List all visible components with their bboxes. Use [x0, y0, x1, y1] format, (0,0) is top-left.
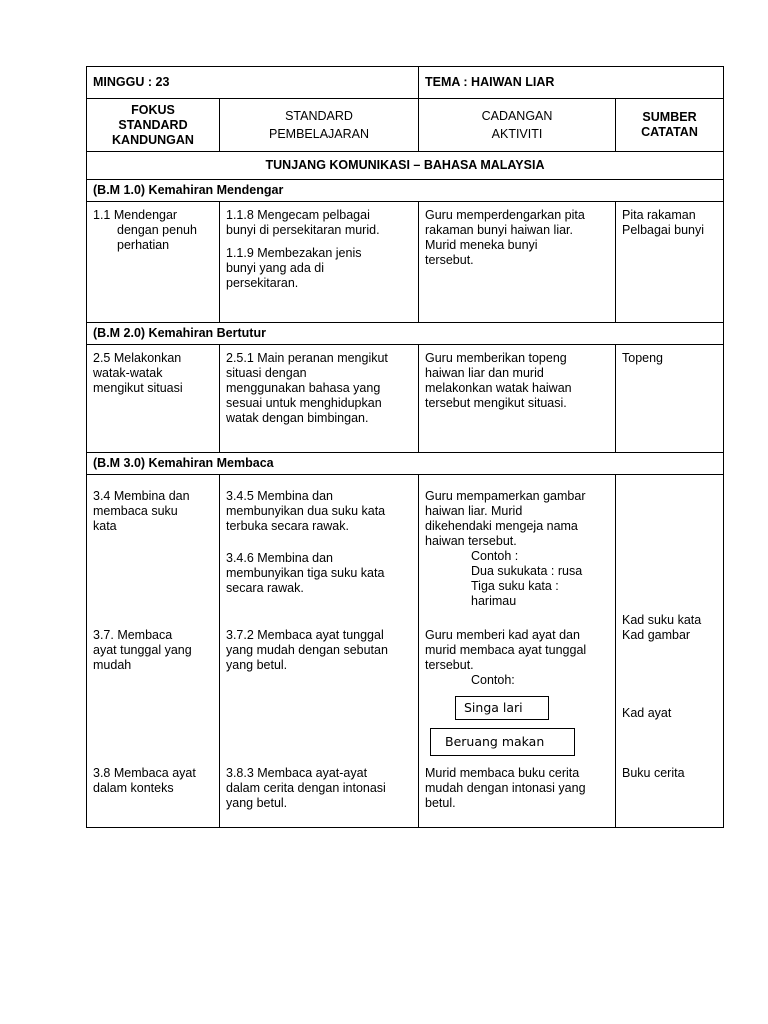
s3-aktiviti-c	[425, 766, 586, 811]
s3-fokus-line: 3.8 Membaca ayat	[93, 766, 196, 780]
col-standard-line: STANDARD	[285, 108, 353, 123]
s3-contoh-label: Contoh:	[471, 673, 515, 687]
s3-standard-line: terbuka secara rawak.	[226, 519, 349, 533]
s2-standard-line: sesuai untuk menghidupkan	[226, 396, 382, 410]
s2-aktiviti-line: haiwan liar dan murid	[425, 366, 544, 380]
theme-label: TEMA : HAIWAN LIAR	[419, 67, 724, 99]
card-beruang-makan: Beruang makan	[430, 728, 575, 756]
s3-aktiviti-line: haiwan tersebut.	[425, 534, 517, 548]
s3-standard-line: membunyikan tiga suku kata	[226, 566, 385, 580]
section-3-row	[87, 475, 724, 828]
s3-aktiviti-line: haiwan liar. Murid	[425, 504, 523, 518]
s3-aktiviti-line: tersebut.	[425, 658, 474, 672]
s3-aktiviti-line: Guru memberi kad ayat dan	[425, 628, 580, 642]
s1-sumber	[616, 202, 724, 323]
s1-fokus-line: perhatian	[117, 238, 170, 252]
s2-standard-line: menggunakan bahasa yang	[226, 381, 381, 395]
section-3-title: (B.M 3.0) Kemahiran Membaca	[87, 453, 724, 475]
s3-standard-line: yang mudah dengan sebutan	[226, 643, 388, 657]
col-fokus-line: KANDUNGAN	[112, 132, 194, 147]
col-standard-line: PEMBELAJARAN	[268, 126, 370, 141]
s3-sumber-b: Kad ayat	[622, 706, 672, 720]
s3-fokus-line: mudah	[93, 658, 132, 672]
s1-standard-line: bunyi yang ada di	[226, 261, 324, 275]
s2-sumber-line: Topeng	[622, 351, 664, 365]
s3-aktiviti-line: dikehendaki mengeja nama	[425, 519, 578, 533]
s3-fokus	[87, 475, 220, 828]
s3-sumber-line: Kad gambar	[622, 628, 691, 642]
s2-aktiviti-line: Guru memberikan topeng	[425, 351, 567, 365]
s3-standard-line: 3.7.2 Membaca ayat tunggal	[226, 628, 384, 642]
rpt-table	[86, 66, 724, 828]
s1-aktiviti-line: Guru memperdengarkan pita	[425, 208, 585, 222]
s3-contoh-line: Contoh :	[471, 549, 519, 563]
col-fokus-line: FOKUS	[131, 102, 175, 117]
s3-standard-b	[226, 551, 384, 596]
s2-fokus-line: watak-watak	[93, 366, 163, 380]
s3-fokus-line: kata	[93, 519, 117, 533]
section-title-row	[87, 180, 724, 202]
lesson-plan-table	[86, 66, 723, 828]
s2-standard-line: 2.5.1 Main peranan mengikut	[226, 351, 388, 365]
s1-standard	[220, 202, 419, 323]
s3-standard-line: membunyikan dua suku kata	[226, 504, 386, 518]
s1-aktiviti-line: rakaman bunyi haiwan liar.	[425, 223, 573, 237]
col-fokus	[87, 99, 220, 152]
s3-fokus-a	[93, 489, 190, 534]
s3-standard-line: secara rawak.	[226, 581, 304, 595]
s3-standard-line: dalam cerita dengan intonasi	[226, 781, 386, 795]
s3-standard-line: 3.8.3 Membaca ayat-ayat	[226, 766, 368, 780]
col-cadangan-line: AKTIVITI	[491, 126, 543, 141]
week-label: MINGGU : 23	[87, 67, 419, 99]
s3-aktiviti-line: murid membaca ayat tunggal	[425, 643, 587, 657]
s3-standard-line: yang betul.	[226, 796, 288, 810]
s2-fokus-line: 2.5 Melakonkan	[93, 351, 182, 365]
s3-standard-line: 3.4.5 Membina dan	[226, 489, 334, 503]
s2-aktiviti	[419, 345, 616, 453]
tunjang-title: TUNJANG KOMUNIKASI – BAHASA MALAYSIA	[87, 152, 724, 180]
s2-aktiviti-line: melakonkan watak haiwan	[425, 381, 572, 395]
s1-fokus	[87, 202, 220, 323]
col-sumber	[616, 99, 724, 152]
col-standard	[220, 99, 419, 152]
card-singa-lari: Singa lari	[455, 696, 549, 720]
s3-aktiviti-b	[425, 628, 586, 688]
s3-fokus-line: 3.4 Membina dan	[93, 489, 190, 503]
s3-sumber-a	[622, 613, 701, 643]
s1-fokus-line: dengan penuh	[117, 223, 197, 237]
section-1-title: (B.M 1.0) Kemahiran Mendengar	[87, 180, 724, 202]
col-fokus-line: STANDARD	[118, 117, 188, 132]
s3-standard	[220, 475, 419, 828]
s2-standard	[220, 345, 419, 453]
s3-aktiviti-line: mudah dengan intonasi yang	[425, 781, 586, 795]
section-1-row	[87, 202, 724, 323]
section-title-row	[87, 323, 724, 345]
s2-fokus	[87, 345, 220, 453]
section-title-row	[87, 453, 724, 475]
s3-contoh-line: Dua sukukata : rusa	[471, 564, 583, 578]
s3-standard-d	[226, 766, 386, 811]
s1-sumber-line: Pita rakaman	[622, 208, 696, 222]
s3-contoh-line: harimau	[471, 594, 517, 608]
s1-aktiviti	[419, 202, 616, 323]
s2-standard-line: situasi dengan	[226, 366, 307, 380]
s3-contoh-line: Tiga suku kata :	[471, 579, 559, 593]
s1-sumber-line: Pelbagai bunyi	[622, 223, 705, 237]
s3-fokus-line: ayat tunggal yang	[93, 643, 192, 657]
s3-standard-line: 3.4.6 Membina dan	[226, 551, 334, 565]
s3-fokus-line: dalam konteks	[93, 781, 174, 795]
s3-fokus-line: membaca suku	[93, 504, 178, 518]
s3-standard-c	[226, 628, 388, 673]
s3-standard-line: yang betul.	[226, 658, 288, 672]
s3-aktiviti	[419, 475, 616, 828]
s1-aktiviti-line: tersebut.	[425, 253, 474, 267]
s1-standard-line: bunyi di persekitaran murid.	[226, 223, 380, 237]
s3-aktiviti-line: Murid membaca buku cerita	[425, 766, 580, 780]
s1-standard-line: 1.1.8 Mengecam pelbagai	[226, 208, 370, 222]
s3-standard-a	[226, 489, 385, 534]
s3-sumber-line: Kad suku kata	[622, 613, 702, 627]
s3-fokus-line: 3.7. Membaca	[93, 628, 173, 642]
col-sumber-line: CATATAN	[641, 125, 698, 139]
col-cadangan	[419, 99, 616, 152]
s1-standard-line: persekitaran.	[226, 276, 299, 290]
s1-aktiviti-line: Murid meneka bunyi	[425, 238, 538, 252]
tunjang-row	[87, 152, 724, 180]
s1-standard-line: 1.1.9 Membezakan jenis	[226, 246, 362, 260]
s2-standard-line: watak dengan bimbingan.	[226, 411, 369, 425]
s2-fokus-line: mengikut situasi	[93, 381, 183, 395]
s3-aktiviti-a	[425, 489, 585, 609]
column-headers	[87, 99, 724, 152]
s3-sumber-c: Buku cerita	[622, 766, 685, 780]
header-row	[87, 67, 724, 99]
section-2-row	[87, 345, 724, 453]
section-2-title: (B.M 2.0) Kemahiran Bertutur	[87, 323, 724, 345]
s3-aktiviti-line: betul.	[425, 796, 456, 810]
col-sumber-line: SUMBER	[642, 110, 697, 124]
s3-fokus-c	[93, 766, 196, 796]
s3-sumber	[616, 475, 724, 828]
s3-aktiviti-line: Guru mempamerkan gambar	[425, 489, 586, 503]
s3-fokus-b	[93, 628, 192, 673]
s2-aktiviti-line: tersebut mengikut situasi.	[425, 396, 567, 410]
col-cadangan-line: CADANGAN	[481, 108, 553, 123]
s2-sumber	[616, 345, 724, 453]
s1-fokus-line: 1.1 Mendengar	[93, 208, 178, 222]
